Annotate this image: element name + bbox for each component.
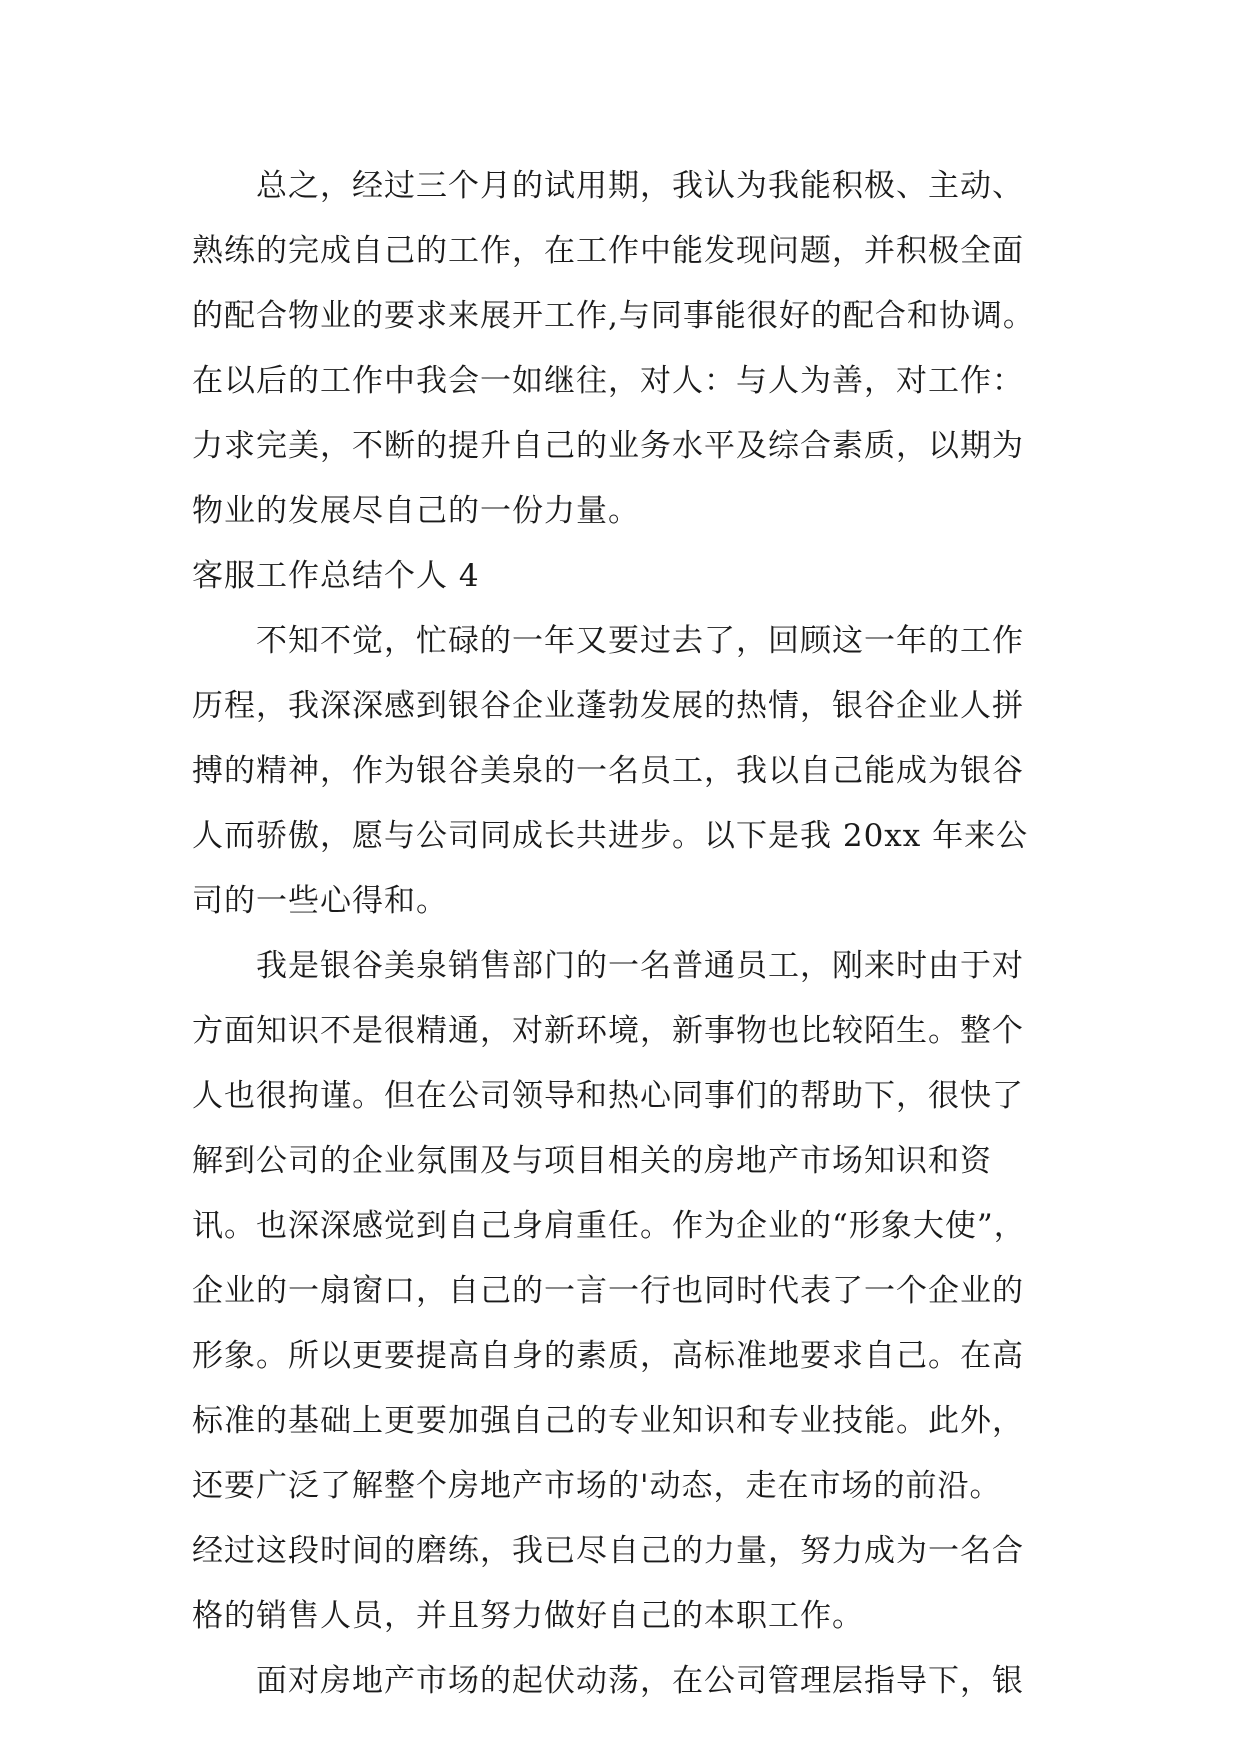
text-line: 力求完美，不断的提升自己的业务水平及综合素质，以期为 [192,428,1024,464]
text-line: 解到公司的企业氛围及与项目相关的房地产市场知识和资 [192,1143,992,1179]
text-line: 熟练的完成自己的工作，在工作中能发现问题，并积极全面 [192,233,1024,269]
text-line: 人也很拘谨。但在公司领导和热心同事们的帮助下，很快了 [192,1078,1024,1114]
text-line: 总之，经过三个月的试用期，我认为我能积极、主动、 [256,168,1024,204]
text-line: 标准的基础上更要加强自己的专业知识和专业技能。此外， [192,1403,1024,1439]
text-line: 不知不觉，忙碌的一年又要过去了，回顾这一年的工作 [256,623,1024,659]
text-line: 人而骄傲，愿与公司同成长共进步。以下是我 20xx 年来公 [192,818,1029,854]
text-line: 搏的精神，作为银谷美泉的一名员工，我以自己能成为银谷 [192,753,1024,789]
text-line: 经过这段时间的磨练，我已尽自己的力量，努力成为一名合 [192,1533,1024,1569]
text-line: 讯。也深深感觉到自己身肩重任。作为企业的“形象大使”， [192,1208,1026,1244]
text-line: 企业的一扇窗口，自己的一言一行也同时代表了一个企业的 [192,1273,1024,1309]
text-line: 在以后的工作中我会一如继往，对人：与人为善，对工作： [192,363,1024,399]
text-line: 还要广泛了解整个房地产市场的'动态，走在市场的前沿。 [192,1468,1002,1504]
text-line: 我是银谷美泉销售部门的一名普通员工，刚来时由于对 [256,948,1024,984]
text-line: 面对房地产市场的起伏动荡，在公司管理层指导下，银 [256,1663,1024,1699]
text-line: 方面知识不是很精通，对新环境，新事物也比较陌生。整个 [192,1013,1024,1049]
text-line: 形象。所以更要提高自身的素质，高标准地要求自己。在高 [192,1338,1024,1374]
text-line: 的配合物业的要求来展开工作,与同事能很好的配合和协调。 [192,298,1035,334]
text-line: 物业的发展尽自己的一份力量。 [192,493,640,529]
text-line: 历程，我深深感到银谷企业蓬勃发展的热情，银谷企业人拼 [192,688,1024,724]
text-line: 格的销售人员，并且努力做好自己的本职工作。 [192,1598,864,1634]
text-line: 司的一些心得和。 [192,883,448,919]
section-heading: 客服工作总结个人 4 [192,558,480,594]
